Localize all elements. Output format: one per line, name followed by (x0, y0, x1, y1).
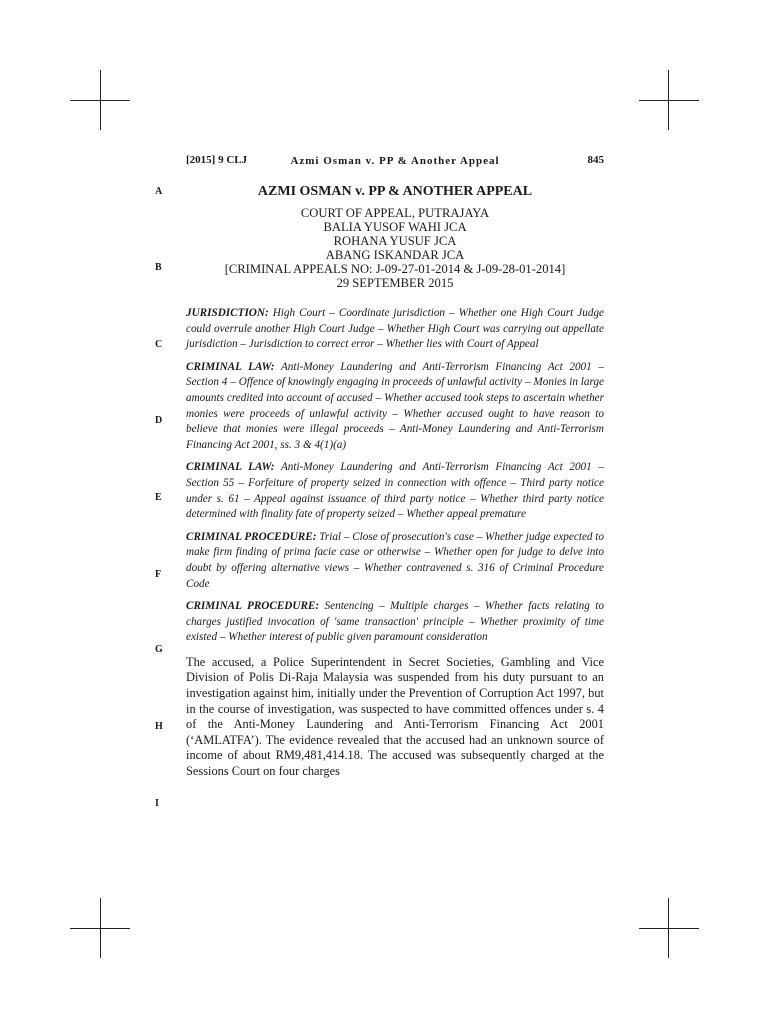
headnote-text: Trial – Close of prosecution's case – Whether judge expected to make firm finding of prima facie case or otherwise – Whether open for judge to delve into doubt by offering alternative views – Whether contravened s. 316 of Criminal Procedure Code (186, 530, 605, 590)
case-title: AZMI OSMAN v. PP & ANOTHER APPEAL (257, 184, 533, 199)
margin-letter: I (155, 798, 159, 809)
headnote (186, 599, 604, 646)
crop-mark (668, 70, 669, 130)
headnote-text: Sentencing – Multiple charges – Whether facts relating to charges justified invocation of 'same transaction' principle – Whether proximity of time existed – Whether interest of public given paramount consideration (186, 600, 605, 644)
headnote-keyword: JURISDICTION: (186, 307, 269, 319)
headnote-keyword: CRIMINAL PROCEDURE: (186, 530, 317, 543)
judge-name: ABANG ISKANDAR JCA (325, 248, 465, 262)
headnote (186, 306, 604, 353)
crop-mark (639, 928, 699, 929)
page-content (186, 184, 604, 792)
headnote-keyword: CRIMINAL PROCEDURE: (186, 600, 320, 613)
margin-letter: F (155, 569, 162, 580)
crop-mark (100, 898, 101, 958)
citation: [2015] 9 CLJ (186, 154, 248, 166)
margin-letter: G (155, 644, 163, 655)
court-block (186, 206, 604, 290)
crop-mark (100, 70, 101, 130)
margin-letter: D (155, 415, 163, 426)
margin-letter: E (155, 492, 162, 503)
page-number: 845 (587, 154, 604, 166)
crop-mark (668, 898, 669, 958)
headnote (186, 530, 604, 592)
headnote-keyword: CRIMINAL LAW: (186, 461, 275, 474)
judgment-date: 29 SEPTEMBER 2015 (336, 276, 454, 290)
running-head (186, 154, 604, 170)
headnote-text: Anti-Money Laundering and Anti-Terrorism Financing Act 2001 – Section 4 – Offence of knowingly engaging in proceeds of unlawful activity – Monies in large amounts credited into account of accused – Whether accused took steps to ascertain whether monies were proceeds of unlawful activity – Whether accused ought to have reason to believe that monies were illegal proceeds – Anti-Money Laundering and Anti-Terrorism Financing Act 2001, ss. 3 & 4(1)(a) (186, 360, 604, 451)
margin-letter: H (155, 721, 163, 732)
headnote (186, 460, 604, 522)
judge-name: BALIA YUSOF WAHI JCA (323, 220, 467, 234)
running-case-title: Azmi Osman v. PP & Another Appeal (290, 155, 500, 167)
margin-letter: C (155, 339, 163, 350)
headnote-text: High Court – Coordinate jurisdiction – Whether one High Court Judge could overrule another High Court Judge – Whether High Court was carrying out appellate jurisdiction – Jurisdiction to correct error – Whether lies with Court of Appeal (186, 307, 604, 351)
headnote (186, 360, 604, 454)
headnote-text: Anti-Money Laundering and Anti-Terrorism Financing Act 2001 – Section 55 – Forfeiture of property seized in connection with offence – Third party notice under s. 61 – Appeal against issuance of third party notice – Whether third party notice determined with finality fate of property seized – Whether appeal premature (186, 461, 604, 521)
crop-mark (639, 100, 699, 101)
margin-letter: A (155, 186, 163, 197)
body-paragraph: The accused, a Police Superintendent in Secret Societies, Gambling and Vice Division of Polis Di-Raja Malaysia was suspended from his duty pursuant to an investigation against him, initially under the Prevention of Corruption Act 1997, but in the course of investigation, was suspected to have committed offences under s. 4 of the Anti-Money Laundering and Anti-Terrorism Financing Act 2001 (‘AMLATFA’). The evidence revealed that the accused had an unknown source of income of about RM9,481,414.18. The accused was subsequently charged at the Sessions Court on four charges (186, 654, 604, 779)
headnote-keyword: CRIMINAL LAW: (186, 360, 275, 373)
judge-name: ROHANA YUSUF JCA (333, 234, 457, 248)
margin-letter: B (155, 262, 162, 273)
appeal-number: [CRIMINAL APPEALS NO: J-09-27-01-2014 & J-09-28-01-2014] (224, 262, 566, 276)
court-name: COURT OF APPEAL, PUTRAJAYA (300, 206, 490, 220)
